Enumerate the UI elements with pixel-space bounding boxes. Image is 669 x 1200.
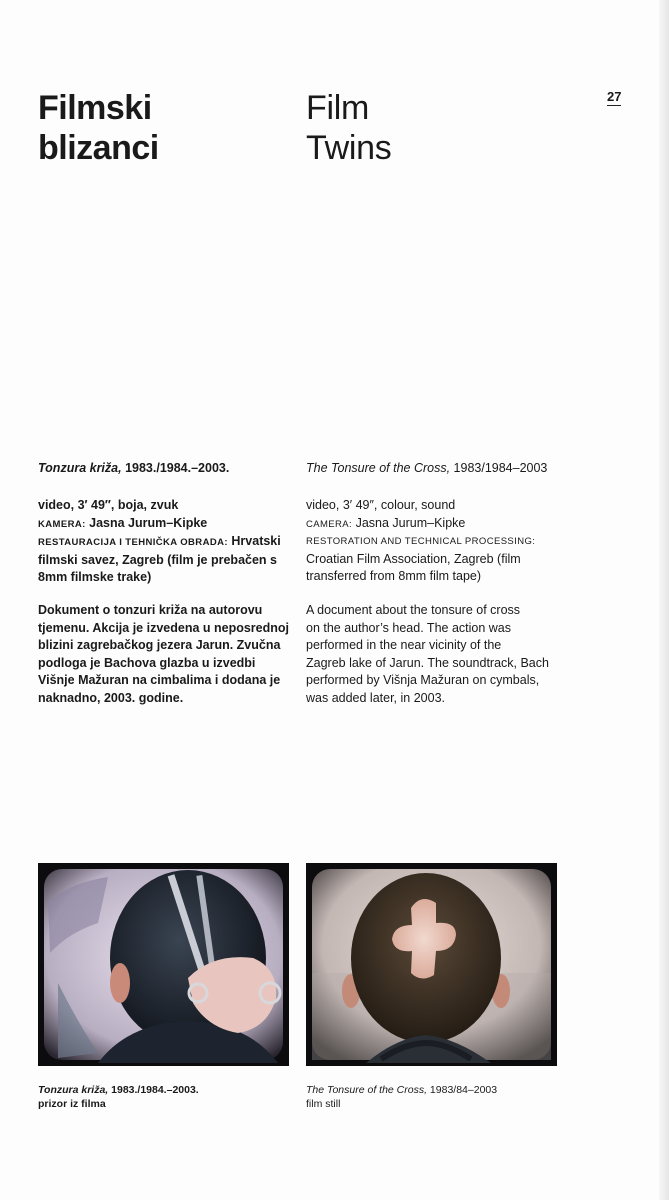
restoration-value-croatian-1: Hrvatski (227, 534, 281, 548)
restoration-value-croatian-3: 8mm filmske trake) (38, 570, 152, 584)
camera-label-english: CAMERA: (306, 518, 353, 530)
description-croatian-line: blizini zagrebačkog jezera Jarun. Zvučna (38, 638, 281, 652)
work-title-croatian-dates: 1983./1984.–2003. (121, 461, 230, 475)
work-title-english-dates: 1983/1984–2003 (450, 461, 548, 475)
description-croatian-line: Dokument o tonzuri križa na autorovu (38, 603, 263, 617)
description-english (306, 602, 566, 707)
caption-english (306, 1083, 556, 1111)
description-english-line: A document about the tonsure of cross (306, 603, 521, 617)
title-croatian-line1: Filmski (38, 89, 152, 127)
caption-croatian (38, 1083, 288, 1111)
restoration-value-croatian-2: filmski savez, Zagreb (film je prebačen s (38, 552, 277, 567)
caption-english-dates: 1983/84–2003 (427, 1084, 498, 1096)
work-title-croatian-name: Tonzura križa, (38, 461, 122, 475)
description-english-line: performed in the near vicinity of the (306, 638, 502, 652)
work-title-english (306, 460, 566, 478)
restoration-label-english: RESTORATION AND TECHNICAL PROCESSING: (306, 536, 536, 547)
work-title-english-name: The Tonsure of the Cross, (306, 461, 451, 475)
description-english-line: Zagreb lake of Jarun. The soundtrack, Bach (306, 655, 549, 670)
title-english-line1: Film (306, 89, 369, 127)
camera-value-croatian: Jasna Jurum–Kipke (85, 515, 208, 530)
title-croatian-line2: blizanci (38, 129, 159, 167)
caption-english-title: The Tonsure of the Cross, (306, 1084, 428, 1096)
caption-english-line2: film still (306, 1098, 341, 1110)
work-title-croatian (38, 460, 298, 478)
caption-croatian-dates: 1983./1984.–2003. (108, 1084, 199, 1096)
camera-credit-croatian (38, 515, 298, 534)
film-still-cutting (38, 863, 289, 1066)
description-croatian (38, 602, 298, 707)
restoration-value-english-2: transferred from 8mm film tape) (306, 569, 482, 583)
caption-croatian-title: Tonzura križa, (38, 1084, 109, 1096)
description-croatian-line: Višnje Mažuran na cimbalima i dodana je (38, 673, 281, 687)
description-croatian-line: podloga je Bachova glazba u izvedbi (38, 655, 256, 670)
spec-line-croatian: video, 3′ 49″, boja, zvuk (38, 498, 179, 512)
description-english-line: on the author’s head. The action was (306, 620, 512, 635)
title-croatian (38, 88, 159, 168)
camera-value-english: Jasna Jurum–Kipke (352, 515, 466, 530)
work-specs-croatian (38, 497, 298, 587)
spec-line-english: video, 3′ 49″, colour, sound (306, 498, 456, 512)
description-croatian-line: naknadno, 2003. godine. (38, 690, 184, 705)
camera-label-croatian: KAMERA: (38, 518, 86, 530)
title-english (306, 88, 391, 168)
caption-croatian-line2: prizor iz filma (38, 1098, 106, 1110)
page-edge (659, 0, 669, 1200)
description-croatian-line: tjemenu. Akcija je izvedena u neposrednoj (38, 620, 289, 635)
restoration-label-croatian: RESTAURACIJA I TEHNIČKA OBRADA: (38, 537, 228, 548)
restoration-value-english-1: Croatian Film Association, Zagreb (film (306, 551, 521, 566)
work-specs-english (306, 497, 566, 586)
description-english-line: was added later, in 2003. (306, 690, 445, 705)
camera-credit-english (306, 515, 566, 534)
film-still-tonsure (306, 863, 557, 1066)
page-number: 27 (607, 89, 622, 104)
title-english-line2: Twins (306, 129, 392, 167)
description-english-line: performed by Višnja Mažuran on cymbals, (306, 673, 540, 687)
restoration-credit-croatian (38, 533, 298, 552)
